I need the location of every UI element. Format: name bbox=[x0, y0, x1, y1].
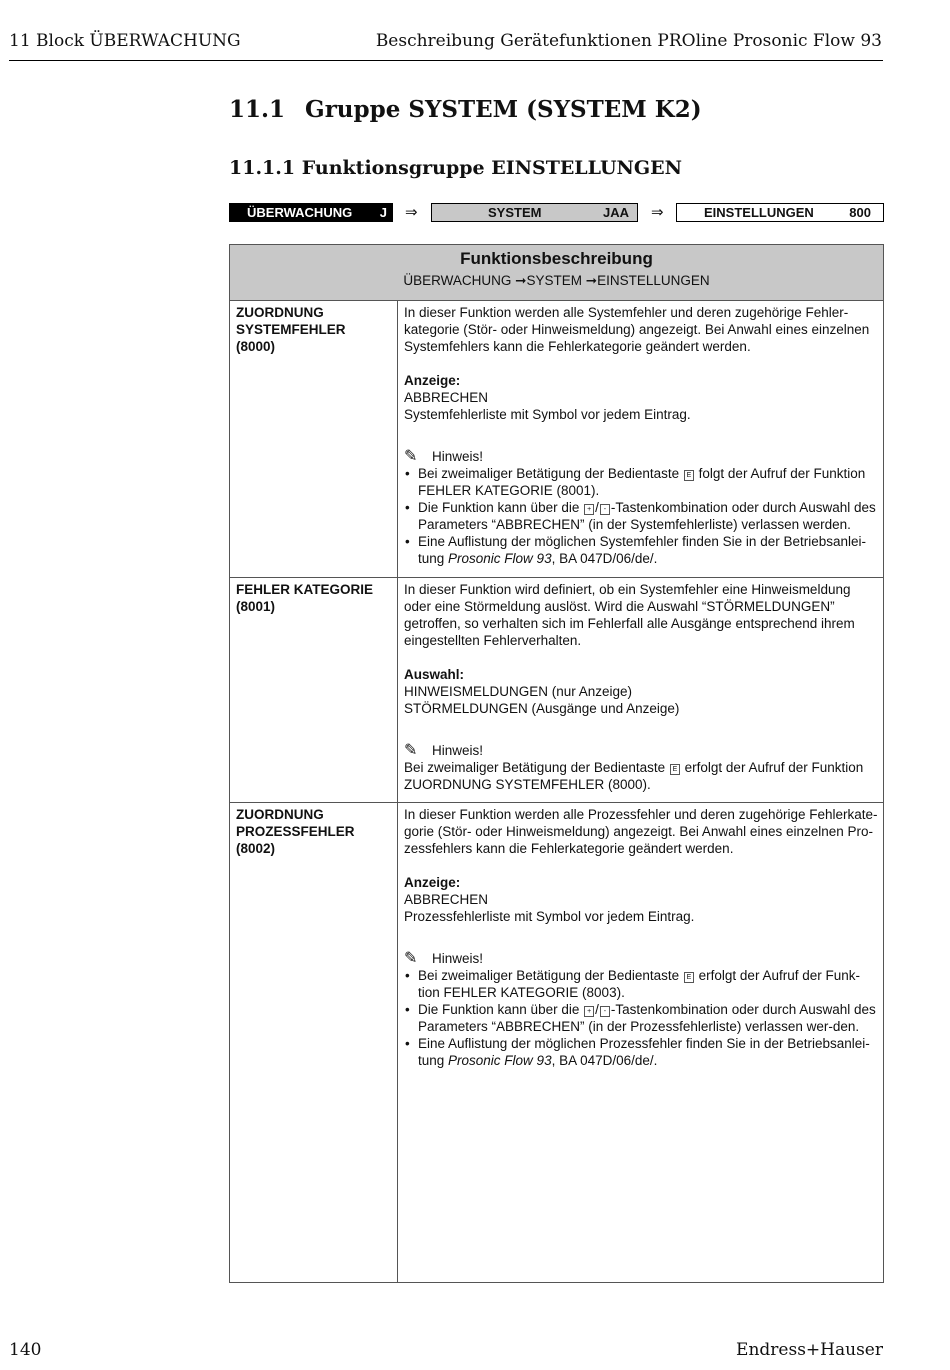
function-description-cell bbox=[398, 578, 883, 802]
list-item: • Bei zweimaliger Betätigung der Bedientaste E folgt der Aufruf der Funktion FEHLER KATEGORIE (8001). bbox=[404, 465, 878, 499]
note-header bbox=[404, 742, 878, 759]
list-item: • Die Funktion kann über die + / - -Tastenkombination oder durch Auswahl des Parameters “ABBRECHEN” (in der Prozessfehlerliste) verlassen wer-den. bbox=[404, 1001, 878, 1035]
note-text: Bei zweimaliger Betätigung der Bedientaste E erfolgt der Aufruf der Funktion ZUORDNUNG SYSTEMFEHLER (8000). bbox=[404, 760, 864, 792]
nav-group-label: SYSTEM bbox=[488, 205, 542, 220]
plus-key-icon: + bbox=[584, 504, 594, 515]
nav-group-code: JAA bbox=[602, 205, 629, 220]
brand-logo: Endress+Hauser bbox=[736, 1340, 883, 1360]
list-item: • Eine Auflistung der möglichen Prozessfehler finden Sie in der Betriebsanlei-tung Prosonic Flow 93, BA 047D/06/de/. bbox=[404, 1035, 878, 1069]
enter-key-icon: E bbox=[670, 764, 680, 775]
running-header-left: 11 Block ÜBERWACHUNG bbox=[9, 31, 241, 51]
function-name: ZUORDNUNG bbox=[236, 305, 324, 320]
note-list bbox=[404, 465, 878, 567]
nav-block-label: ÜBERWACHUNG bbox=[247, 205, 353, 220]
header-rule bbox=[9, 60, 883, 61]
pencil-icon: ✎ bbox=[404, 950, 418, 967]
field-value: STÖRMELDUNGEN (Ausgänge und Anzeige) bbox=[404, 701, 680, 716]
nav-arrow-icon: ⇒ bbox=[651, 204, 664, 221]
nav-funcgroup-code: 800 bbox=[849, 205, 871, 220]
function-description: In dieser Funktion werden alle Systemfehler und deren zugehörige Fehler-kategorie (Stör- oder Hinweismeldung) angezeigt. Bei Anwahl eines einzelnen Systemfehlers kann die Fehlerkategorie geändert werden. bbox=[404, 305, 870, 354]
function-name: SYSTEMFEHLER bbox=[236, 322, 346, 337]
note-label: Hinweis! bbox=[432, 951, 484, 966]
path-item: SYSTEM bbox=[526, 273, 582, 288]
field-value: Systemfehlerliste mit Symbol vor jedem Eintrag. bbox=[404, 407, 691, 422]
function-name: FEHLER KATEGORIE bbox=[236, 582, 374, 597]
function-name-cell bbox=[230, 301, 398, 577]
pencil-icon: ✎ bbox=[404, 742, 418, 759]
table-row bbox=[230, 578, 883, 803]
table-row bbox=[230, 301, 883, 578]
nav-funcgroup-label: EINSTELLUNGEN bbox=[704, 205, 814, 220]
path-arrow-icon: ➞ bbox=[585, 273, 598, 288]
function-name-cell bbox=[230, 803, 398, 1282]
function-description-cell bbox=[398, 301, 883, 577]
enter-key-icon: E bbox=[684, 470, 694, 481]
pencil-icon: ✎ bbox=[404, 448, 418, 465]
subsection-title: 11.1.1 Funktionsgruppe EINSTELLUNGEN bbox=[229, 157, 683, 179]
section-number: 11.1 bbox=[229, 96, 286, 123]
field-label: Auswahl: bbox=[404, 667, 465, 682]
enter-key-icon: E bbox=[684, 972, 694, 983]
list-item: • Die Funktion kann über die + / - -Tastenkombination oder durch Auswahl des Parameters “ABBRECHEN” (in der Systemfehlerliste) verlassen werden. bbox=[404, 499, 878, 533]
field-label: Anzeige: bbox=[404, 875, 461, 890]
field-value: Prozessfehlerliste mit Symbol vor jedem Eintrag. bbox=[404, 909, 695, 924]
field-value: ABBRECHEN bbox=[404, 390, 489, 405]
nav-funcgroup-box bbox=[676, 203, 884, 222]
field-value: HINWEISMELDUNGEN (nur Anzeige) bbox=[404, 684, 633, 699]
note-list bbox=[404, 967, 878, 1069]
section-heading: Gruppe SYSTEM (SYSTEM K2) bbox=[305, 96, 702, 123]
nav-block-code: J bbox=[379, 205, 387, 220]
nav-arrow-icon: ⇒ bbox=[405, 204, 418, 221]
note-header bbox=[404, 950, 878, 967]
minus-key-icon: - bbox=[600, 504, 610, 515]
path-item: ÜBERWACHUNG bbox=[403, 273, 512, 288]
function-table bbox=[229, 244, 884, 1283]
running-header-right: Beschreibung Gerätefunktionen PROline Prosonic Flow 93 bbox=[375, 31, 882, 51]
table-title: Funktionsbeschreibung bbox=[460, 249, 653, 268]
plus-key-icon: + bbox=[584, 1006, 594, 1017]
field-label: Anzeige: bbox=[404, 373, 461, 388]
nav-group-box bbox=[431, 203, 638, 222]
function-name: PROZESSFEHLER bbox=[236, 824, 355, 839]
list-item: • Eine Auflistung der möglichen Systemfehler finden Sie in der Betriebsanlei-tung Prosonic Flow 93, BA 047D/06/de/. bbox=[404, 533, 878, 567]
minus-key-icon: - bbox=[600, 1006, 610, 1017]
function-description: In dieser Funktion wird definiert, ob ein Systemfehler eine Hinweismeldung oder eine Störmeldung auslöst. Wird die Auswahl “STÖRMELDUNGEN” getroffen, so verhalten sich im Fehlerfall alle Ausgänge entsprechend ihrem eingestellten Fehlerverhalten. bbox=[404, 582, 855, 648]
table-path bbox=[230, 273, 883, 289]
function-code: (8002) bbox=[236, 841, 276, 856]
field-value: ABBRECHEN bbox=[404, 892, 489, 907]
path-item: EINSTELLUNGEN bbox=[597, 273, 710, 288]
path-arrow-icon: ➞ bbox=[515, 273, 527, 288]
nav-block-box bbox=[229, 203, 393, 222]
function-code: (8000) bbox=[236, 339, 276, 354]
section-title bbox=[229, 96, 702, 123]
function-description: In dieser Funktion werden alle Prozessfehler und deren zugehörige Fehlerkate-gorie (Stör- oder Hinweismeldung) angezeigt. Bei Anwahl eines einzelnen Pro-zessfehlers kann die Fehlerkategorie geändert werden. bbox=[404, 807, 878, 856]
function-description-cell bbox=[398, 803, 883, 1282]
function-name-cell bbox=[230, 578, 398, 802]
note-header bbox=[404, 448, 878, 465]
page-number: 140 bbox=[9, 1340, 42, 1360]
note-label: Hinweis! bbox=[432, 743, 484, 758]
function-name: ZUORDNUNG bbox=[236, 807, 324, 822]
table-header bbox=[230, 245, 883, 301]
table-row bbox=[230, 803, 883, 1282]
note-label: Hinweis! bbox=[432, 449, 484, 464]
function-code: (8001) bbox=[236, 599, 276, 614]
list-item: • Bei zweimaliger Betätigung der Bedientaste E erfolgt der Aufruf der Funk-tion FEHLER KATEGORIE (8003). bbox=[404, 967, 878, 1001]
